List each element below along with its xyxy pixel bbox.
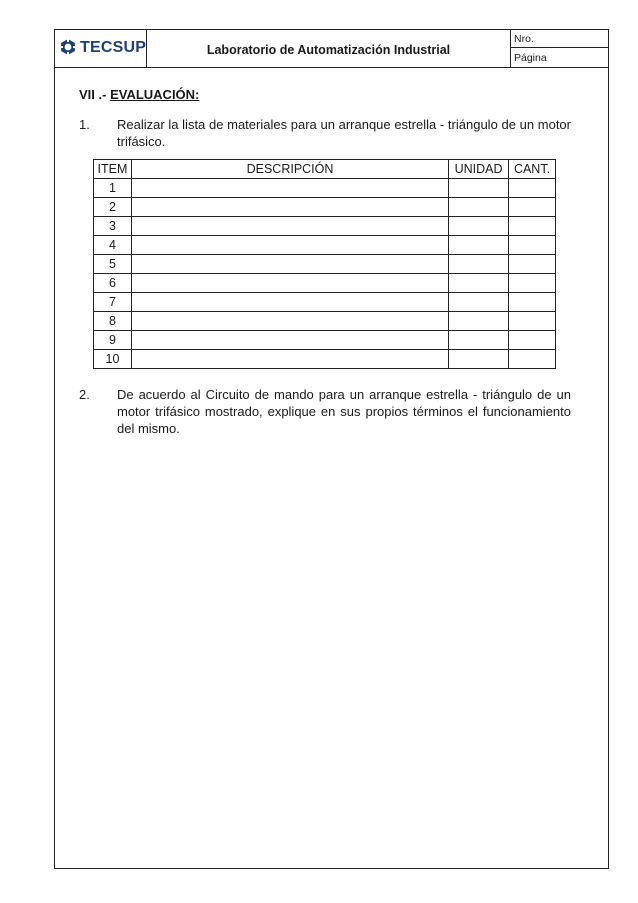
header-item: ITEM [94,160,132,179]
row-unit[interactable] [449,255,509,274]
row-qty[interactable] [509,179,556,198]
row-description[interactable] [131,236,448,255]
row-qty[interactable] [509,350,556,369]
logo-text: TECSUP [80,39,147,56]
row-description[interactable] [131,350,448,369]
row-item: 10 [94,350,132,369]
row-item: 9 [94,331,132,350]
row-description[interactable] [131,274,448,293]
row-item: 5 [94,255,132,274]
row-qty[interactable] [509,198,556,217]
row-description[interactable] [131,217,448,236]
row-item: 7 [94,293,132,312]
row-description[interactable] [131,198,448,217]
row-item: 3 [94,217,132,236]
row-description[interactable] [131,312,448,331]
title-cell [147,30,511,67]
materials-table [93,159,556,369]
page-frame [54,29,609,869]
row-description[interactable] [131,179,448,198]
table-header-row [94,160,556,179]
row-unit[interactable] [449,236,509,255]
row-item: 2 [94,198,132,217]
row-qty[interactable] [509,312,556,331]
row-item: 8 [94,312,132,331]
table-row [94,293,556,312]
row-unit[interactable] [449,217,509,236]
row-qty[interactable] [509,274,556,293]
section-prefix: VII .- [79,87,107,102]
table-row [94,331,556,350]
row-qty[interactable] [509,217,556,236]
page-label: Página [514,52,547,64]
row-description[interactable] [131,293,448,312]
header-qty: CANT. [509,160,556,179]
document-title: Laboratorio de Automatización Industrial [206,43,451,57]
table-row [94,274,556,293]
row-qty[interactable] [509,331,556,350]
section-title [79,87,199,102]
row-qty[interactable] [509,255,556,274]
question-number: 2. [79,387,90,402]
row-unit[interactable] [449,274,509,293]
table-row [94,198,556,217]
row-unit[interactable] [449,331,509,350]
document-header [55,30,608,68]
table-row [94,255,556,274]
question-text: De acuerdo al Circuito de mando para un arranque estrella - triángulo de un motor trifásico mostrado, explique en sus propios términos el funcionamiento del mismo. [117,387,571,436]
question-text: Realizar la lista de materiales para un arranque estrella - triángulo de un motor trifásico. [117,117,571,149]
nro-label: Nro. [511,30,608,48]
table-row [94,350,556,369]
row-unit[interactable] [449,350,509,369]
row-qty[interactable] [509,293,556,312]
row-unit[interactable] [449,312,509,331]
table-row [94,312,556,331]
logo-cell [55,30,147,67]
table-row [94,217,556,236]
row-item: 4 [94,236,132,255]
table-row [94,236,556,255]
header-unit: UNIDAD [449,160,509,179]
row-unit[interactable] [449,293,509,312]
section-heading: EVALUACIÓN: [110,87,200,102]
tecsup-logo-icon [59,38,77,56]
header-description: DESCRIPCIÓN [131,160,448,179]
row-unit[interactable] [449,198,509,217]
row-qty[interactable] [509,236,556,255]
row-unit[interactable] [449,179,509,198]
row-description[interactable] [131,331,448,350]
row-description[interactable] [131,255,448,274]
table-row [94,179,556,198]
question-number: 1. [79,117,90,132]
row-item: 1 [94,179,132,198]
meta-cell [511,30,608,67]
row-item: 6 [94,274,132,293]
